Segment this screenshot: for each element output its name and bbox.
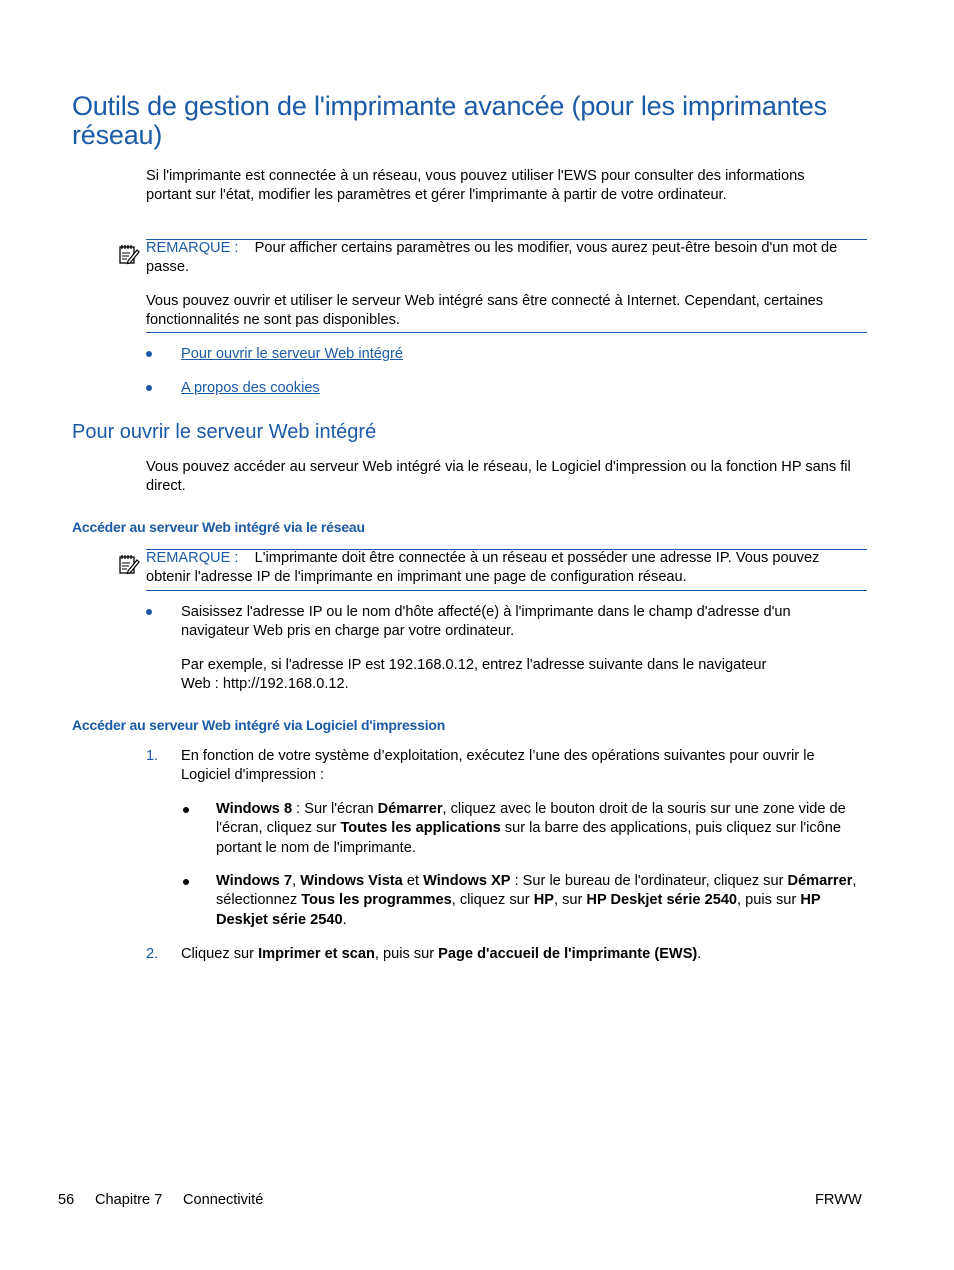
network-bullet-text: Saisissez l'adresse IP ou le nom d'hôte affecté(e) à l'imprimante dans le champ d'adresse d'un navigateur Web pris en charge par votre ordinateur. xyxy=(181,604,791,640)
bullet xyxy=(183,879,189,885)
subsection-network-title: Accéder au serveur Web intégré via le réseau xyxy=(72,519,365,535)
windows7-instructions xyxy=(216,872,861,930)
bold-term: Windows 7 xyxy=(216,873,293,889)
note2-text: L'imprimante doit être connectée à un réseau et posséder une adresse IP. Vous pouvez obtenir l'adresse IP de l'imprimante en imprimant une page de configuration réseau. xyxy=(146,550,820,586)
footer-chapter: Chapitre 7 xyxy=(95,1192,163,1208)
bold-term: Tous les programmes xyxy=(301,892,452,909)
text: , cliquez sur xyxy=(451,892,534,909)
text: et xyxy=(402,873,424,889)
bold-term: HP Deskjet série 2540 xyxy=(586,892,738,909)
bold-term: Toutes les applications xyxy=(340,820,501,837)
subsection-software-title: Accéder au serveur Web intégré via Logiciel d'impression xyxy=(72,717,446,733)
note-bottom-rule xyxy=(146,590,867,591)
text: : Sur le bureau de l'ordinateur, cliquez sur xyxy=(510,873,788,889)
note1-label: REMARQUE : xyxy=(146,240,239,256)
step-number: 1. xyxy=(146,748,159,764)
step1-text: En fonction de votre système d’exploitation, exécutez l’une des opérations suivantes pour ouvrir le Logiciel d'impression : xyxy=(181,748,815,784)
bullet xyxy=(146,351,152,357)
text: . xyxy=(697,946,702,962)
text: , sélectionnez xyxy=(216,873,857,909)
text: , xyxy=(292,873,301,889)
footer-locale: FRWW xyxy=(815,1192,862,1208)
bold-term: Démarrer xyxy=(377,801,443,817)
windows8-instructions xyxy=(216,800,856,858)
note1-body xyxy=(146,239,862,278)
bold-term: Page d'accueil de l'imprimante (EWS) xyxy=(438,946,698,962)
note-bottom-rule xyxy=(146,332,867,333)
text: Cliquez sur xyxy=(181,946,259,962)
text: , cliquez avec le bouton droit de la souris sur une zone vide de l'écran, cliquez sur xyxy=(216,801,846,837)
bold-term: Windows XP xyxy=(423,873,511,889)
note2-label: REMARQUE : xyxy=(146,550,239,566)
section-title: Pour ouvrir le serveur Web intégré xyxy=(72,421,377,443)
bullet xyxy=(146,385,152,391)
link-cookies[interactable]: A propos des cookies xyxy=(181,380,320,396)
intro-paragraph: Si l'imprimante est connectée à un réseau, vous pouvez utiliser l'EWS pour consulter des informations portant sur l'état, modifier les paramètres et gérer l'imprimante à partir de votre ordinateur. xyxy=(146,168,805,204)
note-icon xyxy=(118,243,140,265)
section-paragraph: Vous pouvez accéder au serveur Web intégré via le réseau, le Logiciel d'impression ou la fonction HP sans fil direct. xyxy=(146,459,851,495)
text: : Sur l'écran xyxy=(292,801,378,817)
bullet xyxy=(183,807,189,813)
bold-term: HP xyxy=(533,892,554,909)
link-open-ews[interactable]: Pour ouvrir le serveur Web intégré xyxy=(181,346,403,362)
bold-term: Windows Vista xyxy=(300,873,403,889)
note-icon xyxy=(118,553,140,575)
step2-text xyxy=(181,945,867,964)
bold-term: Windows 8 xyxy=(216,801,293,817)
network-example: Par exemple, si l'adresse IP est 192.168.0.12, entrez l'adresse suivante dans le navigateur Web : http://192.168.0.12. xyxy=(181,657,767,693)
note2-body xyxy=(146,549,862,588)
step-number: 2. xyxy=(146,946,159,962)
text: sur la barre des applications, puis cliquez sur l'icône portant le nom de l'imprimante. xyxy=(216,820,841,856)
text: , puis sur xyxy=(737,892,801,909)
text: , sur xyxy=(553,892,587,909)
text: , puis sur xyxy=(374,946,439,962)
note1-text: Pour afficher certains paramètres ou les modifier, vous aurez peut-être besoin d'un mot de passe. xyxy=(146,240,838,276)
page-title: Outils de gestion de l'imprimante avancée (pour les imprimantes réseau) xyxy=(72,91,827,150)
bold-term: Imprimer et scan xyxy=(258,946,375,962)
bullet xyxy=(146,609,152,615)
bold-term: HP Deskjet série 2540 xyxy=(216,892,821,928)
text: . xyxy=(342,911,347,928)
page-number: 56 xyxy=(58,1192,75,1208)
footer-section: Connectivité xyxy=(183,1192,264,1208)
bold-term: Démarrer xyxy=(787,873,853,889)
note1-extra: Vous pouvez ouvrir et utiliser le serveur Web intégré sans être connecté à Internet. Cependant, certaines fonctionnalités ne sont pas disponibles. xyxy=(146,293,824,329)
